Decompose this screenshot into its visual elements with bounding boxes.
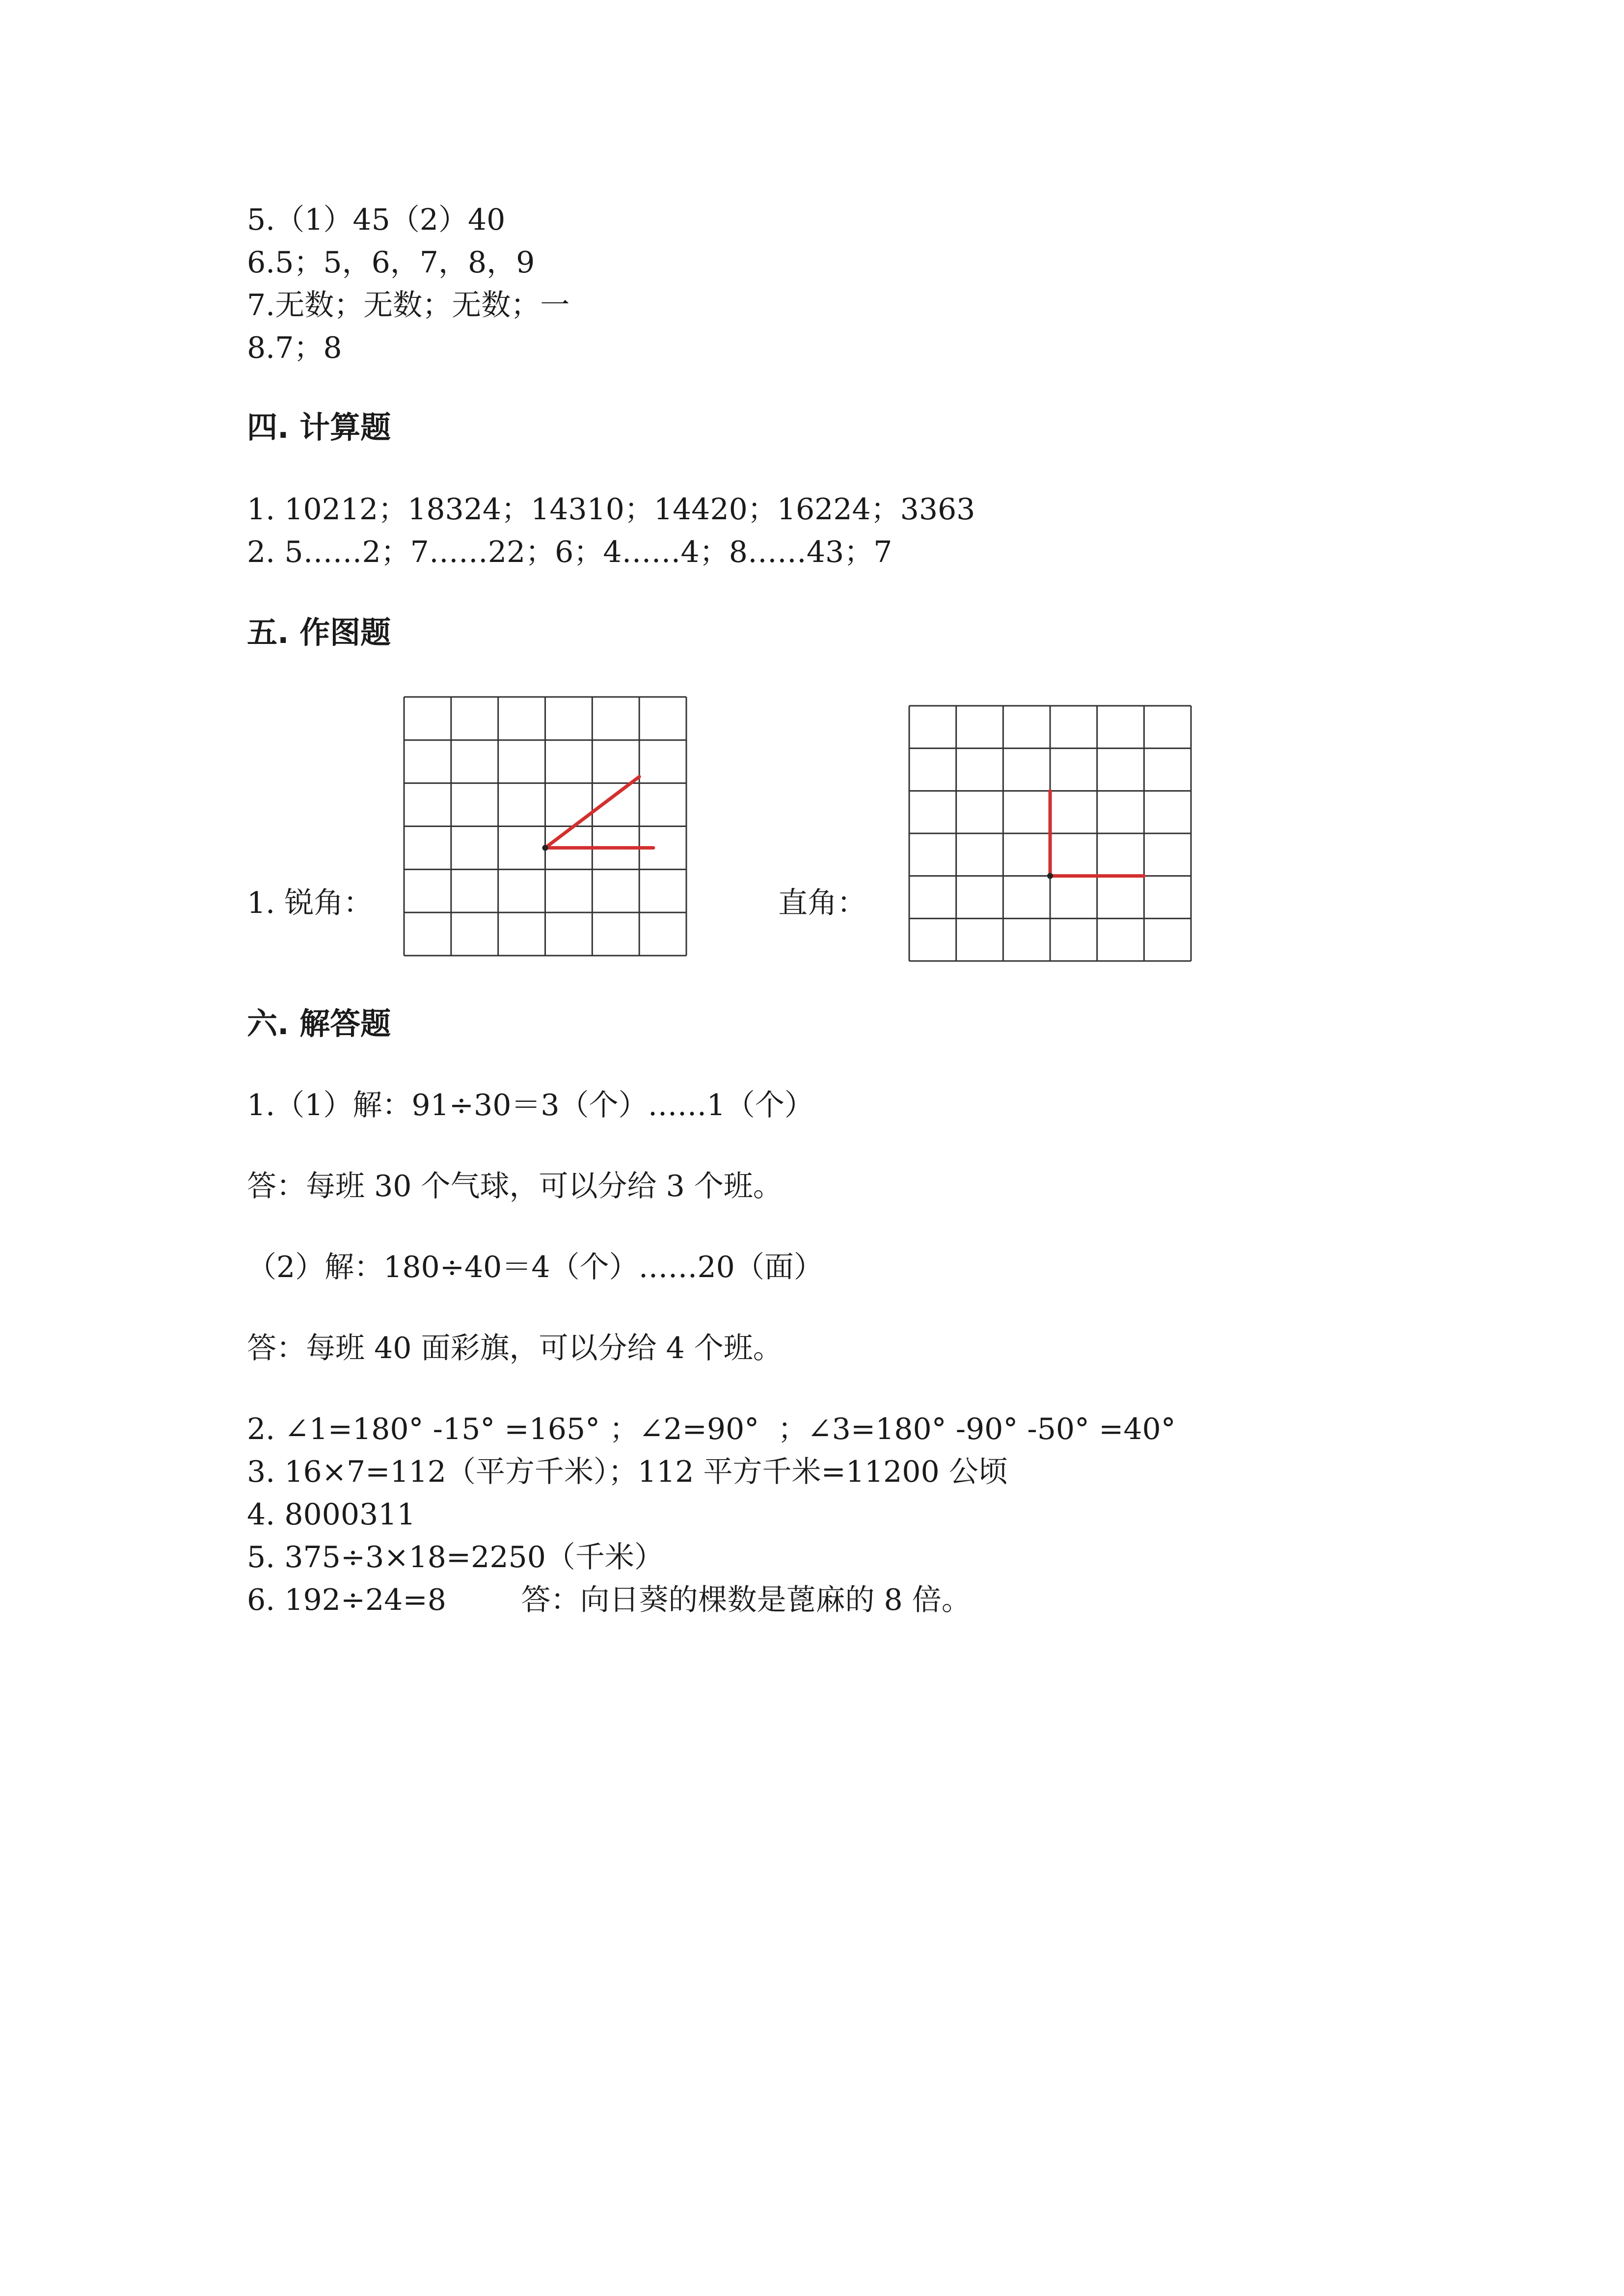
acute-angle-label: 1. 锐角： [247,886,373,920]
answer-line: 2. ∠1=180° -15° =165° ；∠2=90° ；∠3=180° -90° -50° =40° [247,1412,1176,1446]
answer-line: 2. 5……2；7……22；6；4……4；8……43；7 [247,535,893,569]
right-angle-label: 直角： [778,886,866,920]
answer-line: 1.（1）解：91÷30＝3（个）……1（个） [247,1088,814,1122]
section-heading: 五. 作图题 [247,614,391,650]
answer-line: 3. 16×7=112（平方千米）；112 平方千米=11200 公顷 [247,1455,1008,1489]
answer-line: 答：每班 30 个气球，可以分给 3 个班。 [247,1169,783,1203]
answer-line: （2）解：180÷40＝4（个）……20（面） [247,1250,823,1284]
answer-line: 8.7；8 [247,331,342,365]
right-angle-grid [909,706,1191,961]
answer-line: 5.（1）45（2）40 [247,203,506,237]
section-heading: 六. 解答题 [247,1006,391,1041]
answer-line: 4. 8000311 [247,1497,416,1532]
angle-vertex [542,845,548,851]
section-heading: 四. 计算题 [247,409,391,445]
answer-line: 1. 10212；18324；14310；14420；16224；3363 [247,492,975,527]
acute-angle-grid [404,697,686,956]
answer-line: 6.5；5，6，7，8，9 [247,245,535,280]
answer-line: 7.无数；无数；无数；一 [247,288,570,322]
answer-line: 6. 192÷24=8 答：向日葵的棵数是蓖麻的 8 倍。 [247,1583,971,1617]
answer-line: 答：每班 40 面彩旗，可以分给 4 个班。 [247,1331,783,1365]
angle-vertex [1047,873,1053,879]
answer-line: 5. 375÷3×18=2250（千米） [247,1540,664,1575]
